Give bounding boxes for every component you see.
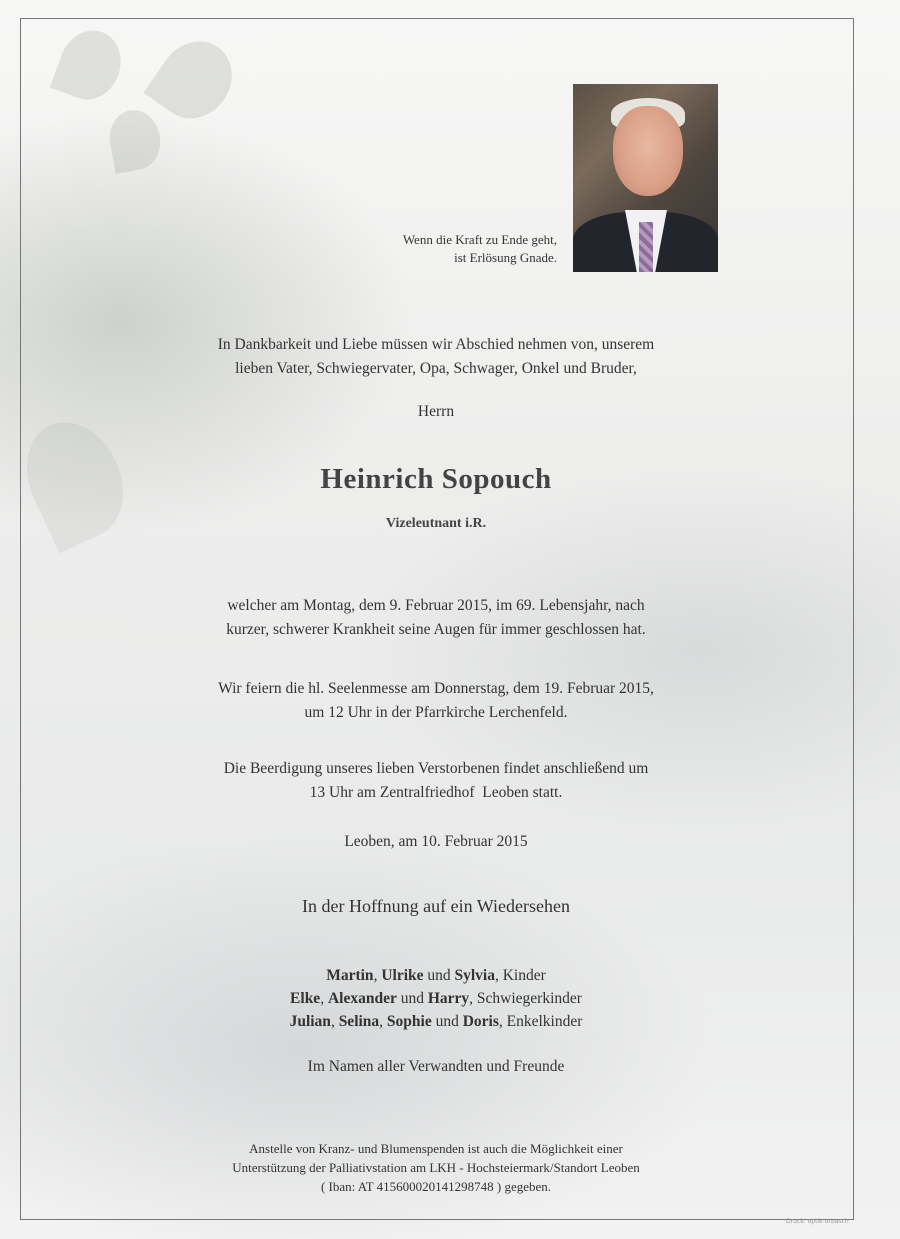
quote: Wenn die Kraft zu Ende geht, ist Erlösung Gnade. [402,232,557,265]
family-in-laws: Elke, Alexander und Harry, Schwiegerkinder [290,990,582,1007]
family-list [20,964,852,1033]
deceased-name: Heinrich Sopouch [320,463,552,495]
family-grandchildren: Julian, Selina, Sophie und Doris, Enkelkinder [289,1013,583,1030]
deceased-rank: Vizeleutnant i.R. [385,516,487,531]
family-children: Martin, Ulrike und Sylvia, Kinder [326,967,546,984]
salutation: Herrn [417,403,455,420]
intro-text: In Dankbarkeit und Liebe müssen wir Abschied nehmen von, unserem lieben Vater, Schwiegervater, Opa, Schwager, Onkel und Bruder, [217,336,655,377]
donation-note: Anstelle von Kranz- und Blumenspenden ist auch die Möglichkeit einer Unterstützung der Palliativstation am LKH - Hochsteiermark/Standort Leoben ( Iban: AT 415600020141298748 ) gegeben. [232,1141,640,1194]
friends-line: Im Namen aller Verwandten und Freunde [307,1058,565,1075]
death-notice: welcher am Montag, dem 9. Februar 2015, im 69. Lebensjahr, nach kurzer, schwerer Krankheit seine Augen für immer geschlossen hat. [226,597,646,638]
burial-notice: Die Beerdigung unseres lieben Verstorbenen findet anschließend um 13 Uhr am Zentralfriedhof Leoben statt. [223,760,649,801]
place-date: Leoben, am 10. Februar 2015 [344,833,528,850]
portrait-photo [573,84,718,272]
mass-notice: Wir feiern die hl. Seelenmesse am Donnerstag, dem 19. Februar 2015, um 12 Uhr in der Pfarrkirche Lerchenfeld. [218,680,654,721]
hope-line: In der Hoffnung auf ein Wiedersehen [301,896,570,916]
printer-imprint: Druck: optik-urbasch [786,1218,849,1225]
